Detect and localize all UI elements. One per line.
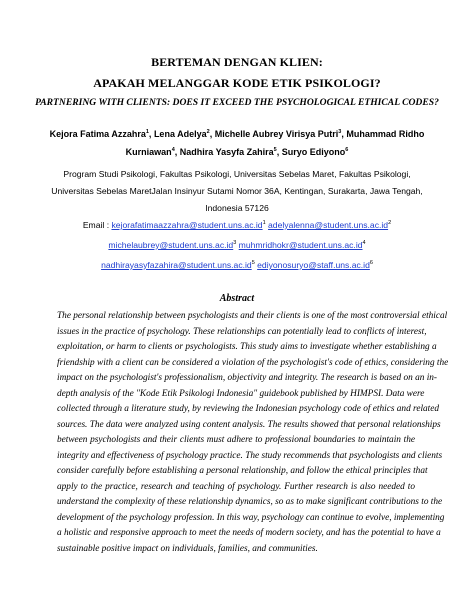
abstract-line: understand the complexity of these relationship dynamics, so as to make significant contributions to the <box>57 497 443 507</box>
email-mark: 4 <box>362 240 366 247</box>
author-name: Kejora Fatima Azzahra <box>49 129 146 139</box>
email-mark: 3 <box>233 240 237 247</box>
author-name: Muhammad Ridho <box>346 129 425 139</box>
authors-line-2: Kurniawan$^4$, Nadhira Yasyfa Zahira$^5$, Suryo Ediyono$^6$ <box>125 147 349 157</box>
author-affiliation-mark: 5 <box>273 147 277 153</box>
author-name: Lena Adelya <box>153 129 207 139</box>
affiliation-line: Universitas Sebelas MaretJalan Insinyur Sutami Nomor 36A, Kentingan, Surakarta, Jawa Tengah, <box>51 186 423 196</box>
email-line-1 <box>0 220 474 230</box>
abstract-line: sources. The data were analyzed using content analysis. The results showed that personal relationships <box>57 419 441 430</box>
author-name: Nadhira Yasyfa Zahira <box>179 147 274 157</box>
abstract-line: sustainable positive impact on individuals, families, and communities. <box>57 543 318 554</box>
email-mark: 5 <box>251 260 255 267</box>
abstract-line: a holistic and responsive approach to meet the needs of modern society, and has the potential to have a <box>57 528 441 538</box>
author-name: Michelle Aubrey Virisya Putri <box>214 129 339 139</box>
email-link[interactable]: muhmridhokr@student.uns.ac.id <box>238 240 363 250</box>
author-affiliation-mark: 2 <box>206 129 210 135</box>
abstract-line: impact on the psychologist's professionalism, objectivity and integrity. The research is based on an in- <box>57 373 438 383</box>
title-line-1: BERTEMAN DENGAN KLIEN: <box>151 55 323 69</box>
abstract-line: collected through a literature study, by reviewing the Indonesian psychology code of ethics and related <box>57 404 440 414</box>
abstract-line: development of the psychology profession. In this way, psychology can continue to evolve, implementing <box>57 512 445 523</box>
email-link[interactable]: adelyalenna@student.uns.ac.id <box>268 220 389 230</box>
english-subtitle: PARTNERING WITH CLIENTS: DOES IT EXCEED THE PSYCHOLOGICAL ETHICAL CODES? <box>35 97 439 108</box>
abstract-body <box>57 309 449 557</box>
author-affiliation-mark: 3 <box>338 129 342 135</box>
author-affiliation-mark: 4 <box>171 147 175 153</box>
email-mark: 2 <box>388 220 392 227</box>
author-name: Kurniawan <box>125 147 172 157</box>
author-affiliation-mark: 6 <box>345 147 349 153</box>
email-line-3 <box>0 260 474 270</box>
author-name: Suryo Ediyono <box>281 147 346 157</box>
title-line-2: APAKAH MELANGGAR KODE ETIK PSIKOLOGI? <box>93 76 381 90</box>
email-label: Email : <box>82 220 110 230</box>
abstract-line: between psychologists and their clients must adhere to professional boundaries to maintain the <box>57 435 415 445</box>
email-link[interactable]: nadhirayasyfazahira@student.uns.ac.id <box>101 260 252 270</box>
abstract-line: integrity and effectiveness of psychology practice. The study recommends that psychologists and clients <box>57 450 443 461</box>
abstract-line: apply to the practice, research and teaching of psychology. Further research is also needed to <box>57 481 415 492</box>
email-line-2 <box>0 240 474 250</box>
authors-line-1: Kejora Fatima Azzahra$^1$, Lena Adelya$^2$, Michelle Aubrey Virisya Putri$^3$, Muhammad Ridho <box>49 129 425 139</box>
abstract-line: exploitation, or harm to clients or psychologists. This study aims to investigate whether establishing a <box>57 342 437 352</box>
abstract-line: issues in the practice of psychology. These relationships can potentially lead to conflicts of interest, <box>57 326 427 337</box>
author-affiliation-mark: 1 <box>145 129 149 135</box>
abstract-line: consider carefully before establishing a personal relationship, and follow the ethical principles that <box>57 466 428 476</box>
email-mark: 1 <box>262 220 266 227</box>
affiliation-line: Indonesia 57126 <box>205 203 269 213</box>
abstract-heading: Abstract <box>219 293 255 304</box>
abstract-line: The personal relationship between psychologists and their clients is one of the most controversial ethical <box>57 311 448 321</box>
email-link[interactable]: michelaubrey@student.uns.ac.id <box>108 240 234 250</box>
abstract-line: friendship with a client can be considered a violation of the psychologist's code of ethics, considering the <box>57 357 449 368</box>
email-link[interactable]: kejorafatimaazzahra@student.uns.ac.id <box>111 220 263 230</box>
email-link[interactable]: ediyonosuryo@staff.uns.ac.id <box>257 260 370 270</box>
email-mark: 6 <box>369 260 373 267</box>
abstract-line: depth analysis of the "Kode Etik Psikologi Indonesia" guidebook published by HIMPSI. Data were <box>57 388 425 399</box>
affiliation-line: Program Studi Psikologi, Fakultas Psikologi, Universitas Sebelas Maret, Fakultas Psikologi, <box>63 169 411 179</box>
